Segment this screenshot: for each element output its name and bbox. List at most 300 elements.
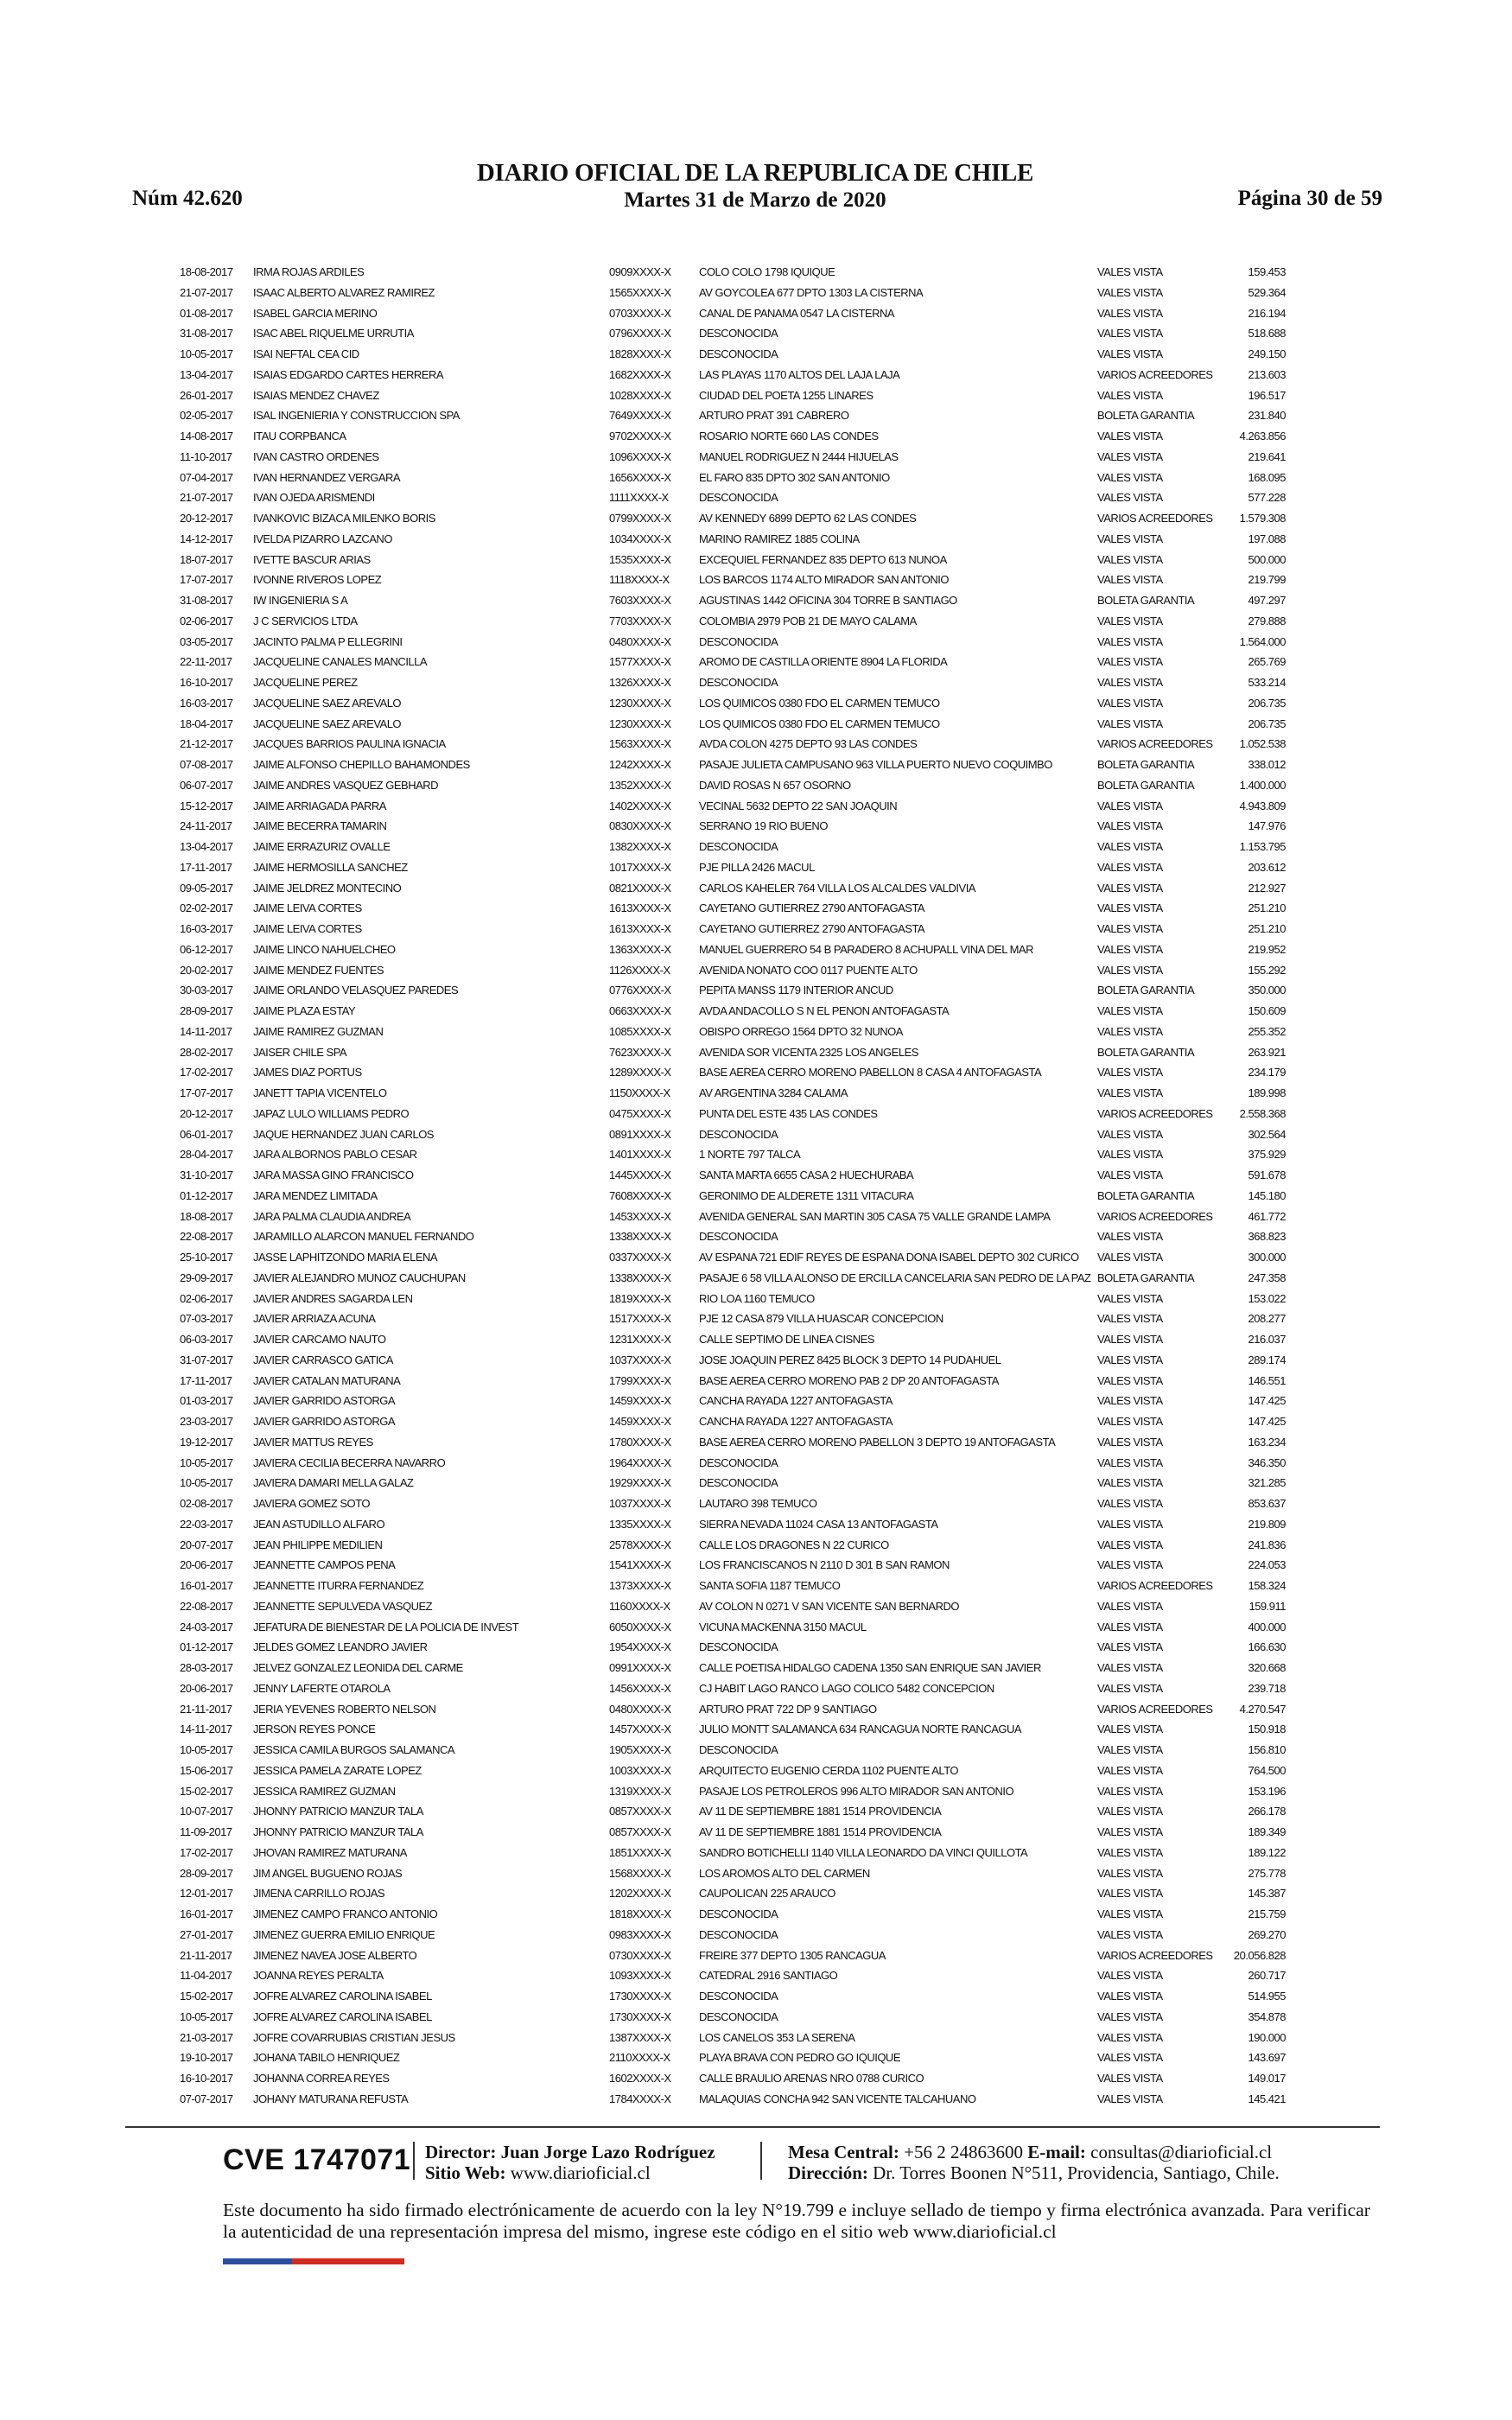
record-name: JEAN PHILIPPE MEDILIEN xyxy=(253,1538,383,1551)
record-amount: 260.717 xyxy=(1248,1969,1286,1983)
record-amount: 189.122 xyxy=(1248,1845,1286,1859)
record-address: MANUEL RODRIGUEZ N 2444 HIJUELAS xyxy=(699,449,899,463)
record-address: SANDRO BOTICHELLI 1140 VILLA LEONARDO DA VINCI QUILLOTA xyxy=(699,1845,1028,1859)
record-name: JELDES GOMEZ LEANDRO JAVIER xyxy=(253,1640,428,1654)
record-name: IVAN HERNANDEZ VERGARA xyxy=(253,470,401,484)
record-date: 02-06-2017 xyxy=(180,1291,233,1305)
record-amount: 143.697 xyxy=(1248,2051,1286,2065)
table-row xyxy=(180,1637,1286,1658)
record-rut: 0857XXXX-X xyxy=(609,1805,671,1818)
table-row xyxy=(180,2089,1286,2110)
record-address: VECINAL 5632 DEPTO 22 SAN JOAQUIN xyxy=(699,799,898,812)
record-address: LOS CANELOS 353 LA SERENA xyxy=(699,2030,855,2044)
record-amount: 354.878 xyxy=(1248,2009,1286,2023)
mesa-phone: +56 2 24863600 xyxy=(904,2142,1023,2162)
email-link[interactable]: consultas@diarioficial.cl xyxy=(1090,2142,1273,2162)
record-amount: 224.053 xyxy=(1248,1558,1286,1572)
record-address: DESCONOCIDA xyxy=(699,1990,778,2003)
table-row xyxy=(180,796,1286,817)
record-date: 18-08-2017 xyxy=(180,265,233,278)
record-date: 19-10-2017 xyxy=(180,2051,233,2065)
record-address: CALLE BRAULIO ARENAS NRO 0788 CURICO xyxy=(699,2072,924,2085)
record-address: CANCHA RAYADA 1227 ANTOFAGASTA xyxy=(699,1394,893,1408)
record-instrument: VALES VISTA xyxy=(1097,676,1163,689)
record-date: 10-07-2017 xyxy=(180,1805,233,1818)
table-row xyxy=(180,262,1286,283)
record-amount: 251.210 xyxy=(1248,922,1286,935)
record-amount: 338.012 xyxy=(1248,758,1286,771)
record-instrument: VALES VISTA xyxy=(1097,614,1163,627)
record-amount: 197.088 xyxy=(1248,532,1286,545)
record-name: ISAIAS EDGARDO CARTES HERRERA xyxy=(253,367,444,381)
record-address: RIO LOA 1160 TEMUCO xyxy=(699,1291,815,1305)
record-name: JIMENEZ NAVEA JOSE ALBERTO xyxy=(253,1948,417,1962)
record-instrument: VALES VISTA xyxy=(1097,1251,1163,1264)
record-amount: 153.022 xyxy=(1248,1291,1286,1305)
record-amount: 155.292 xyxy=(1248,963,1286,977)
record-instrument: VALES VISTA xyxy=(1097,1558,1163,1572)
record-name: JEANNETTE SEPULVEDA VASQUEZ xyxy=(253,1599,433,1613)
record-instrument: VALES VISTA xyxy=(1097,1004,1163,1017)
record-instrument: VALES VISTA xyxy=(1097,491,1163,505)
record-rut: 1338XXXX-X xyxy=(609,1270,671,1284)
record-date: 15-02-2017 xyxy=(180,1990,233,2003)
record-rut: 0909XXXX-X xyxy=(609,265,671,278)
record-address: CARLOS KAHELER 764 VILLA LOS ALCALDES VALDIVIA xyxy=(699,881,975,895)
record-amount: 216.037 xyxy=(1248,1333,1286,1346)
record-date: 10-05-2017 xyxy=(180,1476,233,1490)
record-address: LOS QUIMICOS 0380 FDO EL CARMEN TEMUCO xyxy=(699,716,940,730)
record-name: ISAL INGENIERIA Y CONSTRUCCION SPA xyxy=(253,409,460,423)
record-instrument: VALES VISTA xyxy=(1097,860,1163,874)
table-row xyxy=(180,1124,1286,1145)
record-rut: 1231XXXX-X xyxy=(609,1333,671,1346)
record-name: IRMA ROJAS ARDILES xyxy=(253,265,365,278)
record-name: IVAN CASTRO ORDENES xyxy=(253,449,379,463)
record-name: JAQUE HERNANDEZ JUAN CARLOS xyxy=(253,1127,434,1141)
page-number: Página 30 de 59 xyxy=(1237,187,1382,210)
director-name: Juan Jorge Lazo Rodríguez xyxy=(500,2142,715,2162)
record-amount: 368.823 xyxy=(1248,1230,1286,1244)
record-name: JELVEZ GONZALEZ LEONIDA DEL CARME xyxy=(253,1661,463,1674)
record-address: CANCHA RAYADA 1227 ANTOFAGASTA xyxy=(699,1415,893,1428)
table-row xyxy=(180,344,1286,365)
record-rut: 0337XXXX-X xyxy=(609,1251,671,1264)
table-row xyxy=(180,1822,1286,1843)
record-rut: 1028XXXX-X xyxy=(609,388,671,402)
record-instrument: BOLETA GARANTIA xyxy=(1097,409,1195,423)
record-instrument: VALES VISTA xyxy=(1097,922,1163,935)
table-row xyxy=(180,1226,1286,1247)
record-amount: 269.270 xyxy=(1248,1927,1286,1941)
record-address: PEPITA MANSS 1179 INTERIOR ANCUD xyxy=(699,984,893,997)
record-instrument: VALES VISTA xyxy=(1097,1825,1163,1838)
table-row xyxy=(180,1309,1286,1329)
record-address: AROMO DE CASTILLA ORIENTE 8904 LA FLORIDA xyxy=(699,655,948,669)
record-name: ITAU CORPBANCA xyxy=(253,430,346,443)
record-address: CALLE LOS DRAGONES N 22 CURICO xyxy=(699,1538,889,1551)
record-address: SIERRA NEVADA 11024 CASA 13 ANTOFAGASTA xyxy=(699,1517,938,1531)
table-row xyxy=(180,1371,1286,1392)
record-rut: 1003XXXX-X xyxy=(609,1763,671,1777)
record-amount: 145.180 xyxy=(1248,1188,1286,1202)
record-address: DESCONOCIDA xyxy=(699,491,778,505)
flag-stripe-blue xyxy=(223,2258,292,2264)
record-date: 28-09-2017 xyxy=(180,1866,233,1880)
record-address: LOS QUIMICOS 0380 FDO EL CARMEN TEMUCO xyxy=(699,696,940,710)
record-instrument: VALES VISTA xyxy=(1097,901,1163,915)
table-row xyxy=(180,714,1286,735)
record-name: JIM ANGEL BUGUENO ROJAS xyxy=(253,1866,403,1880)
record-name: JEFATURA DE BIENESTAR DE LA POLICIA DE INVEST xyxy=(253,1620,519,1634)
record-rut: 1402XXXX-X xyxy=(609,799,671,812)
record-date: 21-11-2017 xyxy=(180,1702,232,1716)
record-address: CALLE SEPTIMO DE LINEA CISNES xyxy=(699,1333,874,1346)
record-date: 17-07-2017 xyxy=(180,573,233,587)
record-instrument: VALES VISTA xyxy=(1097,1476,1163,1490)
record-amount: 196.517 xyxy=(1248,388,1286,402)
table-row xyxy=(180,857,1286,878)
record-name: IVANKOVIC BIZACA MILENKO BORIS xyxy=(253,512,435,525)
record-name: ISAAC ALBERTO ALVAREZ RAMIREZ xyxy=(253,285,435,299)
record-amount: 208.277 xyxy=(1248,1312,1286,1326)
record-date: 17-11-2017 xyxy=(180,1373,232,1387)
record-address: PASAJE LOS PETROLEROS 996 ALTO MIRADOR SAN ANTONIO xyxy=(699,1784,1014,1798)
record-amount: 461.772 xyxy=(1248,1209,1286,1223)
record-date: 18-08-2017 xyxy=(180,1209,233,1223)
record-amount: 149.017 xyxy=(1248,2072,1286,2085)
record-instrument: VALES VISTA xyxy=(1097,1990,1163,2003)
record-rut: 0703XXXX-X xyxy=(609,306,671,320)
record-name: JENNY LAFERTE OTAROLA xyxy=(253,1681,391,1695)
address-value: Dr. Torres Boonen N°511, Providencia, Santiago, Chile. xyxy=(873,2162,1280,2183)
record-amount: 159.453 xyxy=(1248,265,1286,278)
record-address: PASAJE 6 58 VILLA ALONSO DE ERCILLA CANCELARIA SAN PEDRO DE LA PAZ xyxy=(699,1270,1091,1284)
record-rut: 1828XXXX-X xyxy=(609,347,671,360)
record-rut: 0991XXXX-X xyxy=(609,1661,671,1674)
site-label: Sitio Web: xyxy=(425,2162,506,2183)
record-address: DESCONOCIDA xyxy=(699,1455,778,1469)
record-name: JAIME HERMOSILLA SANCHEZ xyxy=(253,860,408,874)
record-rut: 1656XXXX-X xyxy=(609,470,671,484)
record-amount: 203.612 xyxy=(1248,860,1286,874)
record-rut: 1445XXXX-X xyxy=(609,1169,671,1181)
record-instrument: VALES VISTA xyxy=(1097,430,1163,443)
record-address: MANUEL GUERRERO 54 B PARADERO 8 ACHUPALL VINA DEL MAR xyxy=(699,942,1033,956)
record-address: OBISPO ORREGO 1564 DPTO 32 NUNOA xyxy=(699,1024,903,1038)
record-instrument: VALES VISTA xyxy=(1097,963,1163,977)
record-rut: 2110XXXX-X xyxy=(609,2051,670,2065)
director-label: Director: xyxy=(425,2142,497,2162)
record-rut: 1457XXXX-X xyxy=(609,1723,671,1736)
table-row xyxy=(180,1062,1286,1083)
record-name: J C SERVICIOS LTDA xyxy=(253,614,358,627)
record-name: JHONNY PATRICIO MANZUR TALA xyxy=(253,1825,423,1838)
record-amount: 518.688 xyxy=(1248,327,1286,341)
record-rut: 1929XXXX-X xyxy=(609,1476,671,1490)
table-row xyxy=(180,1083,1286,1104)
record-name: ISAI NEFTAL CEA CID xyxy=(253,347,359,360)
footer-contact-block xyxy=(788,2142,1280,2183)
record-address: AV ESPANA 721 EDIF REYES DE ESPANA DONA ISABEL DEPTO 302 CURICO xyxy=(699,1251,1079,1264)
record-date: 15-02-2017 xyxy=(180,1784,233,1798)
record-amount: 206.735 xyxy=(1248,716,1286,730)
table-row xyxy=(180,652,1286,672)
record-rut: 1401XXXX-X xyxy=(609,1148,671,1162)
site-link[interactable]: www.diarioficial.cl xyxy=(510,2162,651,2183)
record-name: JACQUELINE SAEZ AREVALO xyxy=(253,716,402,730)
record-name: JERIA YEVENES ROBERTO NELSON xyxy=(253,1702,436,1716)
table-row xyxy=(180,1329,1286,1350)
record-address: AV GOYCOLEA 677 DPTO 1303 LA CISTERNA xyxy=(699,285,924,299)
record-amount: 147.425 xyxy=(1248,1394,1286,1408)
record-instrument: VALES VISTA xyxy=(1097,799,1163,812)
record-rut: 1034XXXX-X xyxy=(609,532,671,545)
record-instrument: VALES VISTA xyxy=(1097,1435,1163,1449)
table-row xyxy=(180,2047,1286,2068)
table-row xyxy=(180,878,1286,899)
table-row xyxy=(180,1596,1286,1617)
record-rut: 1577XXXX-X xyxy=(609,655,671,669)
record-address: AV ARGENTINA 3284 CALAMA xyxy=(699,1086,848,1099)
record-name: ISAIAS MENDEZ CHAVEZ xyxy=(253,388,379,402)
record-date: 22-11-2017 xyxy=(180,655,232,669)
record-instrument: VALES VISTA xyxy=(1097,470,1163,484)
record-rut: 0475XXXX-X xyxy=(609,1106,671,1120)
record-rut: 1613XXXX-X xyxy=(609,922,671,935)
record-address: AV 11 DE SEPTIEMBRE 1881 1514 PROVIDENCIA xyxy=(699,1825,942,1838)
record-amount: 153.196 xyxy=(1248,1784,1286,1798)
record-rut: 1352XXXX-X xyxy=(609,778,671,792)
record-amount: 219.799 xyxy=(1248,573,1286,587)
record-rut: 1541XXXX-X xyxy=(609,1558,671,1572)
cve-code: CVE 1747071 xyxy=(223,2143,411,2176)
record-address: CAYETANO GUTIERREZ 2790 ANTOFAGASTA xyxy=(699,901,925,915)
table-row xyxy=(180,1965,1286,1986)
record-date: 12-01-2017 xyxy=(180,1887,233,1901)
record-name: JAISER CHILE SPA xyxy=(253,1045,347,1059)
record-instrument: VALES VISTA xyxy=(1097,634,1163,648)
record-instrument: VALES VISTA xyxy=(1097,2030,1163,2044)
record-address: JULIO MONTT SALAMANCA 634 RANCAGUA NORTE RANCAGUA xyxy=(699,1723,1022,1736)
table-row xyxy=(180,1617,1286,1638)
record-address: DESCONOCIDA xyxy=(699,1230,778,1244)
record-amount: 263.921 xyxy=(1248,1045,1286,1059)
record-instrument: VALES VISTA xyxy=(1097,1230,1163,1244)
record-address: DESCONOCIDA xyxy=(699,327,778,341)
record-rut: 1459XXXX-X xyxy=(609,1394,671,1408)
record-date: 10-05-2017 xyxy=(180,2009,233,2023)
record-rut: 1037XXXX-X xyxy=(609,1497,671,1510)
record-amount: 346.350 xyxy=(1248,1455,1286,1469)
record-instrument: VALES VISTA xyxy=(1097,1517,1163,1531)
record-amount: 591.678 xyxy=(1248,1169,1286,1181)
record-instrument: VALES VISTA xyxy=(1097,1127,1163,1141)
record-address: BASE AEREA CERRO MORENO PABELLON 8 CASA 4 ANTOFAGASTA xyxy=(699,1066,1042,1079)
record-name: JAVIERA GOMEZ SOTO xyxy=(253,1497,370,1510)
record-date: 16-01-2017 xyxy=(180,1579,233,1592)
record-address: DESCONOCIDA xyxy=(699,1127,778,1141)
record-amount: 4.270.547 xyxy=(1239,1702,1286,1716)
record-instrument: VALES VISTA xyxy=(1097,1763,1163,1777)
record-rut: 6050XXXX-X xyxy=(609,1620,671,1634)
issue-number: Núm 42.620 xyxy=(132,187,243,210)
table-row xyxy=(180,1144,1286,1165)
record-amount: 147.425 xyxy=(1248,1415,1286,1428)
records-table xyxy=(180,262,1286,2110)
publication-title: DIARIO OFICIAL DE LA REPUBLICA DE CHILE xyxy=(476,159,1034,187)
record-name: JAVIERA CECILIA BECERRA NAVARRO xyxy=(253,1455,446,1469)
record-name: JAVIER GARRIDO ASTORGA xyxy=(253,1394,396,1408)
record-name: JAIME LEIVA CORTES xyxy=(253,901,362,915)
record-date: 21-07-2017 xyxy=(180,285,233,299)
record-instrument: VALES VISTA xyxy=(1097,449,1163,463)
table-row xyxy=(180,1268,1286,1289)
table-row xyxy=(180,303,1286,324)
record-address: EXCEQUIEL FERNANDEZ 835 DEPTO 613 NUNOA xyxy=(699,552,947,566)
table-row xyxy=(180,980,1286,1001)
table-row xyxy=(180,672,1286,693)
record-rut: 1780XXXX-X xyxy=(609,1435,671,1449)
record-instrument: VALES VISTA xyxy=(1097,696,1163,710)
record-address: ARQUITECTO EUGENIO CERDA 1102 PUENTE ALTO xyxy=(699,1763,959,1777)
table-row xyxy=(180,1453,1286,1474)
record-date: 28-09-2017 xyxy=(180,1004,233,1017)
table-row xyxy=(180,1289,1286,1309)
record-amount: 219.952 xyxy=(1248,942,1286,956)
table-row xyxy=(180,1247,1286,1268)
record-name: JAVIERA DAMARI MELLA GALAZ xyxy=(253,1476,414,1490)
record-date: 31-08-2017 xyxy=(180,594,233,607)
record-address: LOS AROMOS ALTO DEL CARMEN xyxy=(699,1866,870,1880)
table-row xyxy=(180,468,1286,488)
record-address: DESCONOCIDA xyxy=(699,1927,778,1941)
record-date: 14-08-2017 xyxy=(180,430,233,443)
table-row xyxy=(180,529,1286,550)
record-rut: 1096XXXX-X xyxy=(609,449,671,463)
record-address: CJ HABIT LAGO RANCO LAGO COLICO 5482 CONCEPCION xyxy=(699,1681,994,1695)
record-address: EL FARO 835 DPTO 302 SAN ANTONIO xyxy=(699,470,890,484)
record-date: 10-05-2017 xyxy=(180,1743,233,1756)
record-amount: 213.603 xyxy=(1248,367,1286,381)
record-date: 25-10-2017 xyxy=(180,1251,233,1264)
record-date: 16-03-2017 xyxy=(180,696,233,710)
record-address: GERONIMO DE ALDERETE 1311 VITACURA xyxy=(699,1188,914,1202)
table-row xyxy=(180,570,1286,590)
record-instrument: VALES VISTA xyxy=(1097,1169,1163,1181)
record-rut: 1326XXXX-X xyxy=(609,676,671,689)
record-amount: 302.564 xyxy=(1248,1127,1286,1141)
record-amount: 234.179 xyxy=(1248,1066,1286,1079)
record-amount: 249.150 xyxy=(1248,347,1286,360)
record-name: JAIME BECERRA TAMARIN xyxy=(253,819,387,833)
record-address: FREIRE 377 DEPTO 1305 RANCAGUA xyxy=(699,1948,886,1962)
record-instrument: VALES VISTA xyxy=(1097,1640,1163,1654)
record-rut: 1964XXXX-X xyxy=(609,1455,671,1469)
record-name: JESSICA PAMELA ZARATE LOPEZ xyxy=(253,1763,422,1777)
record-date: 16-10-2017 xyxy=(180,2072,233,2085)
record-date: 09-05-2017 xyxy=(180,881,233,895)
record-address: LOS BARCOS 1174 ALTO MIRADOR SAN ANTONIO xyxy=(699,573,949,587)
footer-separator xyxy=(413,2142,415,2180)
record-amount: 215.759 xyxy=(1248,1907,1286,1920)
record-date: 06-07-2017 xyxy=(180,778,233,792)
record-name: JOHANA TABILO HENRIQUEZ xyxy=(253,2051,400,2065)
record-date: 24-03-2017 xyxy=(180,1620,233,1634)
record-name: JERSON REYES PONCE xyxy=(253,1723,376,1736)
record-name: JAVIER CARCAMO NAUTO xyxy=(253,1333,386,1346)
record-instrument: VARIOS ACREEDORES xyxy=(1097,1209,1213,1223)
record-date: 24-11-2017 xyxy=(180,819,232,833)
record-amount: 1.153.795 xyxy=(1239,840,1286,853)
record-date: 22-03-2017 xyxy=(180,1517,233,1531)
record-rut: 1160XXXX-X xyxy=(609,1599,670,1613)
record-date: 13-04-2017 xyxy=(180,367,233,381)
record-name: IVAN OJEDA ARISMENDI xyxy=(253,491,375,505)
record-name: JAIME PLAZA ESTAY xyxy=(253,1004,356,1017)
table-row xyxy=(180,1678,1286,1699)
record-instrument: VALES VISTA xyxy=(1097,1497,1163,1510)
record-amount: 147.976 xyxy=(1248,819,1286,833)
record-address: SANTA SOFIA 1187 TEMUCO xyxy=(699,1579,841,1592)
record-rut: 0857XXXX-X xyxy=(609,1825,671,1838)
record-instrument: VALES VISTA xyxy=(1097,1805,1163,1818)
record-rut: 1568XXXX-X xyxy=(609,1866,671,1880)
record-instrument: VALES VISTA xyxy=(1097,1333,1163,1346)
record-instrument: VALES VISTA xyxy=(1097,1969,1163,1983)
record-date: 18-07-2017 xyxy=(180,552,233,566)
record-name: JAIME ERRAZURIZ OVALLE xyxy=(253,840,391,853)
record-instrument: VARIOS ACREEDORES xyxy=(1097,737,1213,751)
record-rut: 7603XXXX-X xyxy=(609,594,671,607)
record-address: DESCONOCIDA xyxy=(699,347,778,360)
record-address: ARTURO PRAT 722 DP 9 SANTIAGO xyxy=(699,1702,877,1716)
record-amount: 212.927 xyxy=(1248,881,1286,895)
record-name: JOFRE ALVAREZ CAROLINA ISABEL xyxy=(253,1990,432,2003)
record-address: AVDA COLON 4275 DEPTO 93 LAS CONDES xyxy=(699,737,918,751)
record-amount: 500.000 xyxy=(1248,552,1286,566)
record-address: 1 NORTE 797 TALCA xyxy=(699,1148,801,1162)
record-date: 20-06-2017 xyxy=(180,1558,233,1572)
record-amount: 853.637 xyxy=(1248,1497,1286,1510)
record-amount: 20.056.828 xyxy=(1233,1948,1286,1962)
record-amount: 158.324 xyxy=(1248,1579,1286,1592)
record-name: JACQUELINE SAEZ AREVALO xyxy=(253,696,402,710)
record-address: LAS PLAYAS 1170 ALTOS DEL LAJA LAJA xyxy=(699,367,900,381)
record-amount: 239.718 xyxy=(1248,1681,1286,1695)
record-instrument: VALES VISTA xyxy=(1097,716,1163,730)
record-address: DESCONOCIDA xyxy=(699,1907,778,1920)
record-name: JAVIER CATALAN MATURANA xyxy=(253,1373,401,1387)
record-instrument: VARIOS ACREEDORES xyxy=(1097,367,1213,381)
record-rut: 1459XXXX-X xyxy=(609,1415,671,1428)
record-amount: 764.500 xyxy=(1248,1763,1286,1777)
table-row xyxy=(180,1493,1286,1514)
record-name: JIMENEZ GUERRA EMILIO ENRIQUE xyxy=(253,1927,435,1941)
record-date: 07-03-2017 xyxy=(180,1312,233,1326)
record-rut: 1456XXXX-X xyxy=(609,1681,671,1695)
table-row xyxy=(180,2028,1286,2048)
record-rut: 0983XXXX-X xyxy=(609,1927,671,1941)
record-amount: 4.943.809 xyxy=(1239,799,1286,812)
record-name: ISAC ABEL RIQUELME URRUTIA xyxy=(253,327,414,341)
table-row xyxy=(180,385,1286,406)
record-date: 02-06-2017 xyxy=(180,614,233,627)
record-date: 02-02-2017 xyxy=(180,901,233,915)
record-rut: 0891XXXX-X xyxy=(609,1127,671,1141)
record-rut: 1613XXXX-X xyxy=(609,901,671,915)
table-row xyxy=(180,816,1286,837)
